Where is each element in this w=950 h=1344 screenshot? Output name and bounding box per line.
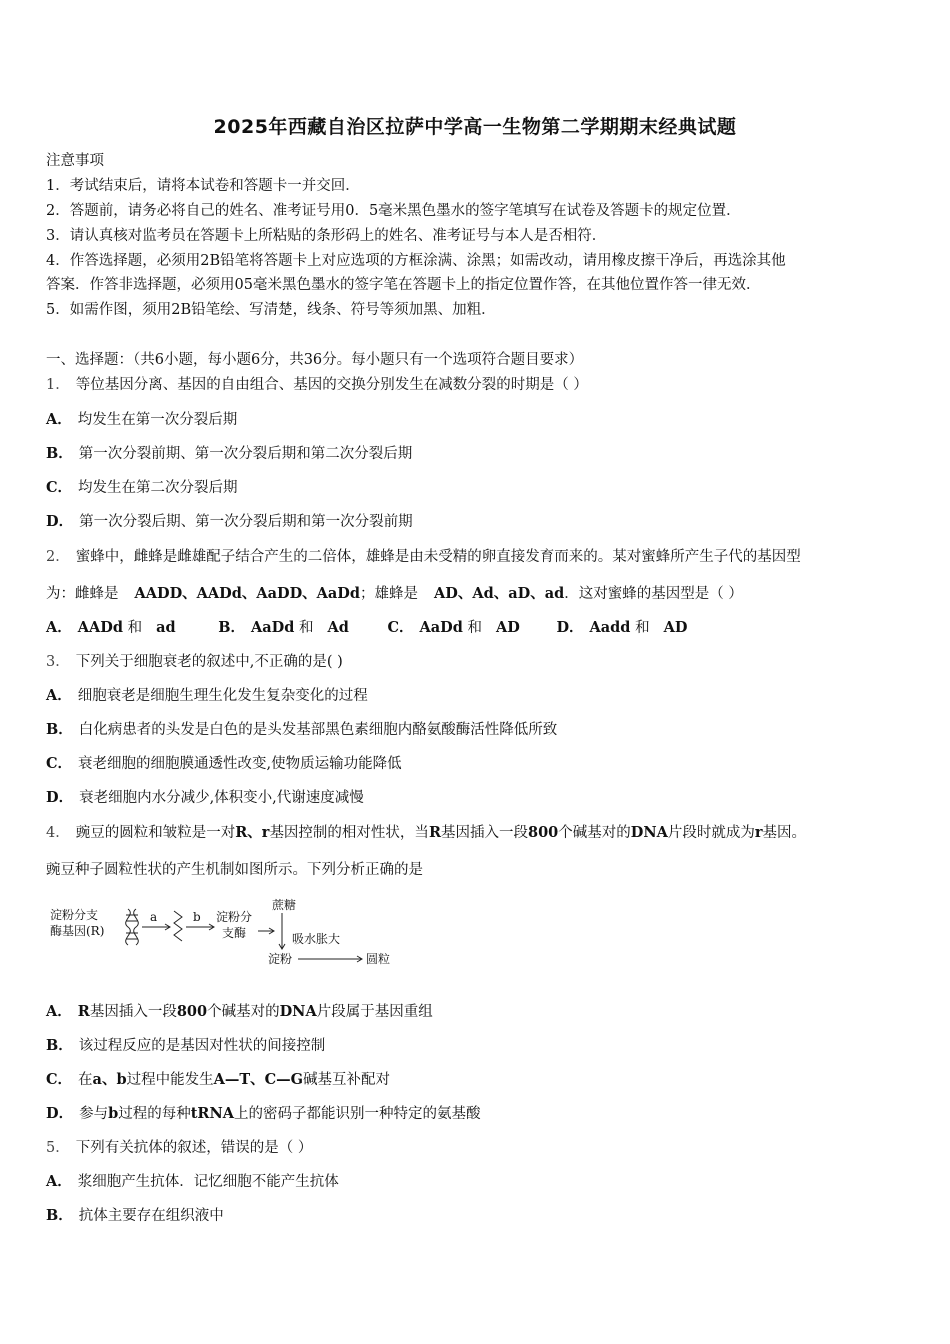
stem-text: 基因插入一段 [441,825,528,841]
question-3 [46,652,343,672]
pea-mechanism-diagram [46,893,406,971]
question-number: 1． [46,377,70,393]
option-text: AADd [77,619,123,636]
section-heading: 一、选择题：（共6小题，每小题6分，共36分。每小题只有一个选项符合题目要求） [46,352,584,368]
option-text: 上的密码子都能识别一种特定的氨基酸 [233,1106,481,1122]
option-text: 基因插入一段 [89,1004,177,1020]
option-text: ad [156,619,176,636]
notice-item: 4．作答选择题，必须用2B铅笔将答题卡上对应选项的方框涂满、涂黑；如需改动，请用橡皮擦干净后，再选涂其他 [46,253,786,269]
diagram-enzyme-label: 淀粉分 [216,910,253,924]
question-4 [46,823,806,843]
option-text: R [77,1003,90,1020]
diagram-gene-label: 淀粉分支 [50,908,99,922]
diagram-round-label: 圆粒 [366,952,391,966]
option-label: D． [46,789,74,806]
q5-option-a[interactable] [46,1172,339,1192]
option-text: AD [496,619,520,636]
option-text: 碱基互补配对 [303,1072,391,1088]
option-text: 衰老细胞内水分减少,体积变小,代谢速度减慢 [79,790,364,806]
q1-option-b[interactable] [46,444,412,464]
q1-option-d[interactable] [46,512,413,532]
option-label: A． [46,411,72,428]
option-label: C． [387,619,414,636]
q2-options-row [46,618,687,638]
option-label: A． [46,1003,72,1020]
notice-heading: 注意事项 [46,153,104,169]
notice-item: 2．答题前，请务必将自己的姓名、准考证号用0．5毫米黑色墨水的签字笔填写在试卷及答题卡的规定位置． [46,203,741,219]
question-1 [46,375,588,395]
mrna-strand-icon [174,911,182,941]
arrow-b-label: b [193,910,201,924]
q1-option-a[interactable] [46,410,237,430]
option-text: 第一次分裂前期、第一次分裂后期和第二次分裂后期 [78,446,413,462]
notice-item: 答案．作答非选择题，必须用05毫米黑色墨水的签字笔在答题卡上的指定位置作答，在其他位置作答一律无效． [46,277,761,293]
option-label: A． [46,1173,72,1190]
q1-option-c[interactable] [46,478,238,498]
arrow-enzyme [258,928,274,934]
question-stem: 蜜蜂中，雌蜂是雌雄配子结合产生的二倍体，雄蜂是由未受精的卵直接发育而来的。某对蜜蜂所产生子代的基因型 [75,549,801,565]
stem-text: 个碱基对的 [558,825,631,841]
q2-option-b[interactable] [218,620,349,636]
question-2-line2 [46,584,743,604]
option-text: 和 [635,620,650,636]
q3-option-d[interactable] [46,788,364,808]
option-text: Ad [327,619,349,636]
option-text: tRNA [190,1105,234,1122]
q4-option-b[interactable] [46,1036,325,1056]
notice-item: 5．如需作图，须用2B铅笔绘、写清楚，线条、符号等须加黑、加粗． [46,302,496,318]
q5-option-b[interactable] [46,1206,224,1226]
option-text: 过程中能发生 [126,1072,214,1088]
option-text: 过程的每种 [118,1106,191,1122]
option-text: 第一次分裂后期、第一次分裂后期和第一次分裂前期 [79,514,413,530]
q3-option-c[interactable] [46,754,402,774]
option-text: 抗体主要存在组织液中 [78,1208,224,1224]
option-text: a、b [92,1071,127,1088]
question-number: 5． [46,1140,70,1156]
question-number: 4． [46,825,70,841]
option-text: b [108,1105,119,1122]
option-text: 均发生在第二次分裂后期 [78,480,238,496]
option-label: B． [46,1207,73,1224]
option-text: 个碱基对的 [207,1004,280,1020]
stem-text: 基因控制的相对性状，当 [269,825,429,841]
option-text: DNA [279,1003,317,1020]
option-text: 均发生在第一次分裂后期 [77,412,238,428]
option-label: A． [46,687,72,704]
notice-item: 1．考试结束后，请将本试卷和答题卡一并交回． [46,178,360,194]
option-label: A． [46,619,72,636]
option-label: B． [218,619,246,636]
q4-option-a[interactable] [46,1002,433,1022]
option-text: 白化病患者的头发是白色的是头发基部黑色素细胞内酪氨酸酶活性降低所致 [78,722,558,738]
option-text: 衰老细胞的细胞膜通透性改变,使物质运输功能降低 [78,756,402,772]
option-label: B． [46,721,73,738]
option-text: 和 [127,620,143,636]
question-5 [46,1138,312,1158]
notice-item: 3．请认真核对监考员在答题卡上所粘贴的条形码上的姓名、准考证号与本人是否相符． [46,228,607,244]
question-stem: 下列关于细胞衰老的叙述中,不正确的是( ) [75,654,343,670]
option-text: 和 [298,620,314,636]
option-label: C． [46,479,73,496]
diagram-starch-label: 淀粉 [268,952,293,966]
option-label: C． [46,755,73,772]
option-label: C． [46,1071,73,1088]
option-text: 浆细胞产生抗体．记忆细胞不能产生抗体 [77,1174,339,1190]
diagram-enzyme-label: 支酶 [222,926,247,940]
stem-text: ．这对蜜蜂的基因型是（ ） [564,586,743,602]
stem-text: 片段时就成为 [667,825,755,841]
arrow-a-label: a [150,910,158,924]
page-title: 2025年西藏自治区拉萨中学高一生物第二学期期末经典试题 [213,116,737,138]
stem-text: ；雄蜂是 [360,586,419,602]
stem-text: DNA [630,824,668,841]
stem-text: R [428,824,441,841]
stem-genotypes-male: AD、Ad、aD、ad [434,585,565,602]
option-label: D． [46,1105,74,1122]
diagram-sucrose-label: 蔗糖 [272,898,297,912]
option-text: 和 [467,620,482,636]
question-stem: 下列有关抗体的叙述，错误的是（ ） [75,1140,313,1156]
stem-genotypes-female: AADD、AADd、AaDD、AaDd [134,585,361,602]
option-text: AaDd [419,619,463,636]
option-text: AaDd [251,619,295,636]
question-stem: 等位基因分离、基因的自由组合、基因的交换分别发生在减数分裂的时期是（ ） [75,377,588,393]
question-2 [46,547,801,567]
option-text: 在 [78,1072,93,1088]
arrow-vertical [279,913,285,949]
option-text: Aadd [589,619,631,636]
option-text: 该过程反应的是基因对性状的间接控制 [78,1038,326,1054]
question-number: 2． [46,549,70,565]
question-4-line2: 豌豆种子圆粒性状的产生机制如图所示。下列分析正确的是 [46,862,423,878]
stem-text: R、r [235,824,270,841]
option-text: A—T、C—G [213,1071,304,1088]
arrow-b [186,924,214,930]
arrow-a [142,924,170,930]
q3-option-b[interactable] [46,720,557,740]
option-label: B． [46,1037,73,1054]
q2-option-d[interactable] [556,620,687,636]
option-text: 800 [176,1003,208,1020]
q3-option-a[interactable] [46,686,368,706]
diagram-water-label: 吸水胀大 [292,932,341,946]
dna-helix-icon [126,909,139,945]
question-number: 3． [46,654,70,670]
option-text: AD [663,619,688,636]
q2-option-c[interactable] [387,620,519,636]
diagram-gene-label: 酶基因(R) [50,924,105,938]
stem-text: r [754,824,763,841]
option-text: 细胞衰老是细胞生理生化发生复杂变化的过程 [77,688,368,704]
stem-text: 豌豆的圆粒和皱粒是一对 [75,825,236,841]
arrow-to-round [298,956,362,962]
option-label: D． [46,513,74,530]
q2-option-a[interactable] [46,620,176,636]
option-text: 片段属于基因重组 [316,1004,433,1020]
stem-text: 基因。 [762,825,807,841]
stem-text: 为：雌蜂是 [46,586,119,602]
q4-option-c[interactable] [46,1070,390,1090]
option-label: D． [556,619,584,636]
q4-option-d[interactable] [46,1104,480,1124]
option-text: 参与 [79,1106,109,1122]
stem-text: 800 [528,824,559,841]
option-label: B． [46,445,73,462]
